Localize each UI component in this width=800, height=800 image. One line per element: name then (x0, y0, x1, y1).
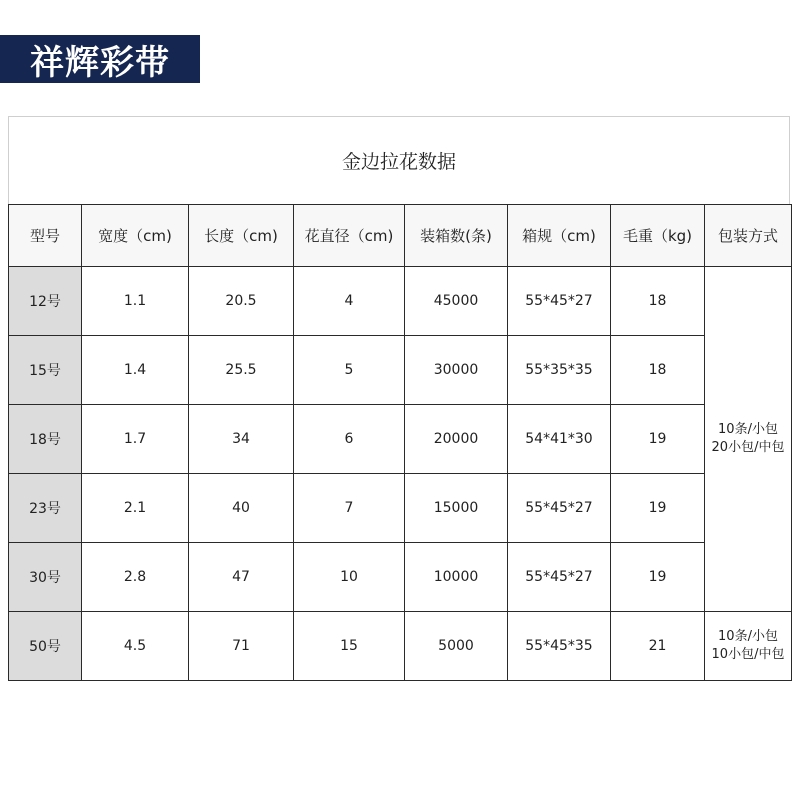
cell-length: 20.5 (189, 267, 294, 336)
packing-line-1: 10条/小包 (718, 629, 778, 644)
cell-model: 50号 (9, 612, 82, 681)
cell-box: 55*45*27 (508, 267, 611, 336)
cell-model: 18号 (9, 405, 82, 474)
cell-length: 40 (189, 474, 294, 543)
cell-weight: 19 (611, 405, 705, 474)
cell-model: 23号 (9, 474, 82, 543)
cell-model: 12号 (9, 267, 82, 336)
cell-diameter: 6 (294, 405, 405, 474)
table-row (9, 474, 792, 543)
cell-model: 15号 (9, 336, 82, 405)
packing-line-2: 20小包/中包 (711, 440, 785, 455)
cell-width: 2.8 (82, 543, 189, 612)
cell-weight: 18 (611, 336, 705, 405)
cell-weight: 19 (611, 474, 705, 543)
header-weight: 毛重（kg) (611, 205, 705, 267)
cell-width: 4.5 (82, 612, 189, 681)
table-title-text: 金边拉花数据 (341, 151, 456, 173)
brand-banner (0, 35, 200, 83)
header-packing: 包装方式 (705, 205, 792, 267)
cell-packing-group-1 (705, 267, 792, 612)
table-row (9, 543, 792, 612)
cell-packing-group-2 (705, 612, 792, 681)
cell-length: 71 (189, 612, 294, 681)
packing-line-2: 10小包/中包 (711, 647, 785, 662)
cell-diameter: 15 (294, 612, 405, 681)
cell-box: 55*45*27 (508, 474, 611, 543)
cell-qty: 20000 (405, 405, 508, 474)
cell-width: 2.1 (82, 474, 189, 543)
cell-box: 55*45*35 (508, 612, 611, 681)
cell-qty: 15000 (405, 474, 508, 543)
cell-diameter: 5 (294, 336, 405, 405)
cell-qty: 5000 (405, 612, 508, 681)
cell-length: 34 (189, 405, 294, 474)
table-row (9, 612, 792, 681)
cell-diameter: 4 (294, 267, 405, 336)
header-qty: 装箱数(条) (405, 205, 508, 267)
spec-table (8, 204, 792, 681)
table-row (9, 405, 792, 474)
cell-width: 1.4 (82, 336, 189, 405)
header-width: 宽度（cm) (82, 205, 189, 267)
header-length: 长度（cm) (189, 205, 294, 267)
cell-qty: 45000 (405, 267, 508, 336)
cell-diameter: 7 (294, 474, 405, 543)
header-diameter: 花直径（cm) (294, 205, 405, 267)
header-model: 型号 (9, 205, 82, 267)
cell-box: 55*35*35 (508, 336, 611, 405)
brand-name: 祥辉彩带 (30, 42, 170, 83)
packing-line-1: 10条/小包 (718, 422, 778, 437)
cell-width: 1.7 (82, 405, 189, 474)
cell-weight: 21 (611, 612, 705, 681)
cell-box: 55*45*27 (508, 543, 611, 612)
cell-box: 54*41*30 (508, 405, 611, 474)
cell-width: 1.1 (82, 267, 189, 336)
cell-weight: 19 (611, 543, 705, 612)
cell-model: 30号 (9, 543, 82, 612)
header-box: 箱规（cm) (508, 205, 611, 267)
cell-qty: 10000 (405, 543, 508, 612)
header-row (9, 205, 792, 267)
table-title (8, 116, 790, 204)
table-row (9, 267, 792, 336)
cell-weight: 18 (611, 267, 705, 336)
table-row (9, 336, 792, 405)
cell-length: 47 (189, 543, 294, 612)
cell-diameter: 10 (294, 543, 405, 612)
cell-length: 25.5 (189, 336, 294, 405)
cell-qty: 30000 (405, 336, 508, 405)
